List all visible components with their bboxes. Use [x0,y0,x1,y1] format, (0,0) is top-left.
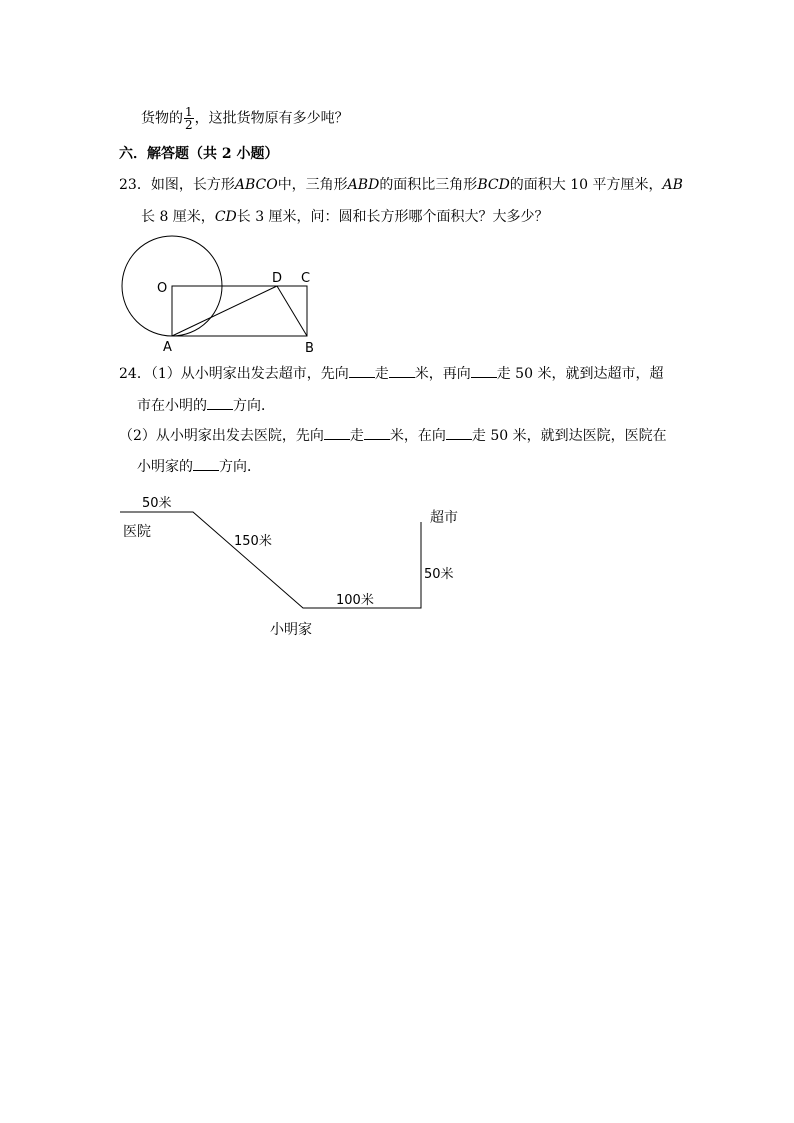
answer-blank[interactable] [349,363,375,378]
q23-text: 长 8 厘米， [141,209,215,225]
q23-var: BCD [477,177,510,193]
answer-blank[interactable] [364,425,390,440]
q23-number: 23． [119,177,151,193]
answer-blank[interactable] [446,425,472,440]
q24-text: 走 [349,428,364,444]
q23-text: 的面积大 10 平方厘米， [509,177,663,193]
q24-text: 走 50 米，就到达医院，医院在 [471,428,667,444]
label-segment-top: 50米 [142,496,172,511]
label-a: A [163,340,172,355]
label-c: C [301,271,311,286]
q23-var: ABD [347,177,380,193]
q24-part1-line-1 [119,363,663,384]
answer-blank[interactable] [389,363,415,378]
q24-text: 走 [374,366,389,382]
q22-text-pre: 货物的 [141,110,183,127]
q24-part2-line-1 [119,425,667,446]
q24-part1-line-2 [137,395,275,416]
label-b: B [305,341,314,356]
q23-var: AB [662,177,683,193]
label-home: 小明家 [270,622,312,638]
segment-bd [277,286,307,336]
label-d: D [272,271,283,286]
q24-route-map [115,490,475,640]
answer-blank[interactable] [193,456,219,471]
answer-blank[interactable] [324,425,350,440]
route-to-hospital [120,512,421,608]
answer-blank[interactable] [471,363,497,378]
q24-text: 方向． [219,459,261,475]
q24-text: 24．（1）从小明家出发去超市，先向 [119,366,349,382]
q22-text-post: ，这批货物原有多少吨？ [194,110,349,127]
fraction-numerator: 1 [185,105,193,119]
q23-line-2 [141,207,549,227]
fraction-denominator: 2 [185,118,193,132]
q24-text: 小明家的 [137,459,193,475]
label-segment-diagonal: 150米 [234,534,272,549]
answer-blank[interactable] [207,395,233,410]
label-supermarket: 超市 [430,510,458,526]
q23-var: CD [214,209,237,225]
q24-text: 方向． [233,398,275,414]
segment-ad [172,286,277,336]
q24-text: 走 50 米，就到达超市，超 [496,366,664,382]
rectangle-abco [172,286,307,336]
q23-text: 如图，长方形 [150,177,235,193]
q24-text: 米，再向 [414,366,471,382]
q23-geometry-figure [115,235,330,360]
section-heading: 六．解答题（共 2 小题） [119,146,279,162]
q24-part2-line-2 [137,456,261,477]
q24-text: 米，在向 [389,428,446,444]
q23-line-1 [119,175,683,195]
q22-tail-line [141,106,349,131]
fraction-one-half [184,106,194,131]
q23-text: 中，三角形 [277,177,348,193]
label-segment-right: 50米 [424,567,454,582]
q24-text: （2）从小明家出发去医院，先向 [119,428,324,444]
label-o: O [157,281,168,296]
label-segment-bottom: 100米 [336,593,374,608]
q24-text: 市在小明的 [137,398,207,414]
q23-text: 长 3 厘米，问：圆和长方形哪个面积大？大多少？ [236,209,549,225]
label-hospital: 医院 [123,524,151,540]
q23-var: ABCO [234,177,278,193]
q23-text: 的面积比三角形 [379,177,478,193]
